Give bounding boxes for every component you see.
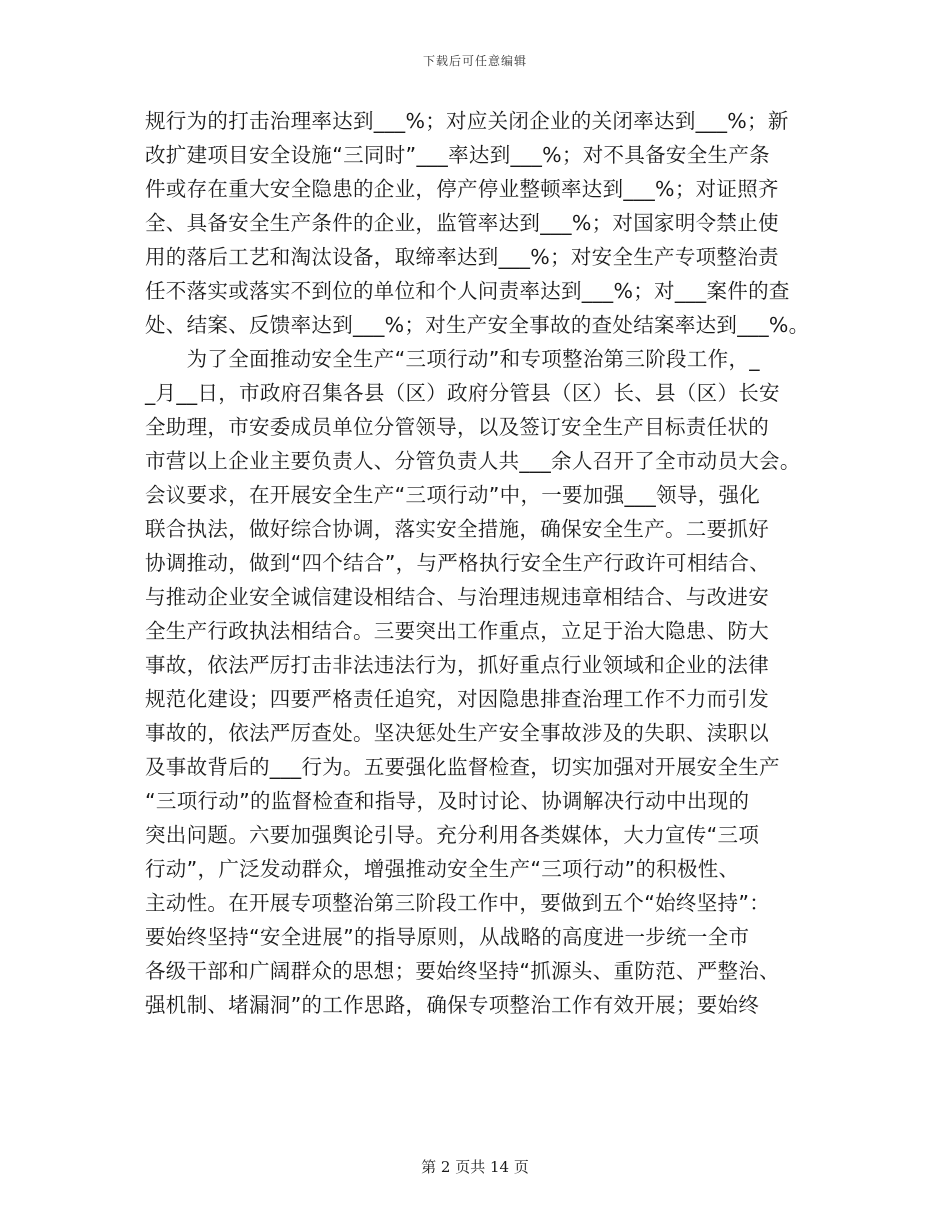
body-line: _月__日，市政府召集各县（区）政府分管县（区）长、县（区）长安	[145, 381, 780, 405]
body-line: 突出问题。六要加强舆论引导。充分利用各类媒体，大力宣传“三项	[145, 823, 760, 847]
body-line: 全生产行政执法相结合。三要突出工作重点，立足于治大隐患、防大	[145, 619, 769, 643]
body-line: 改扩建项目安全设施“三同时”___率达到___%；对不具备安全生产条	[145, 143, 770, 167]
body-line: 会议要求，在开展安全生产“三项行动”中，一要加强___领导，强化	[145, 483, 761, 507]
body-line: 行动”，广泛发动群众，增强推动安全生产“三项行动”的积极性、	[145, 857, 740, 881]
body-line: 为了全面推动安全生产“三项行动”和专项整治第三阶段工作，_	[145, 347, 760, 371]
page-header: 下载后可任意编辑	[422, 54, 527, 68]
body-line: 用的落后工艺和淘汰设备，取缔率达到___%；对安全生产专项整治责	[145, 245, 779, 269]
body-line: 事故，依法严厉打击非法违法行为，抓好重点行业领域和企业的法律	[145, 653, 769, 677]
body-line: 市营以上企业主要负责人、分管负责人共___余人召开了全市动员大会。	[145, 449, 801, 473]
body-line: 强机制、堵漏洞”的工作思路，确保专项整治工作有效开展；要始终	[145, 993, 760, 1017]
body-line: 件或存在重大安全隐患的企业，停产停业整顿率达到___%；对证照齐	[145, 177, 779, 201]
body-line: 与推动企业安全诚信建设相结合、与治理违规违章相结合、与改进安	[145, 585, 769, 609]
body-line: 主动性。在开展专项整治第三阶段工作中，要做到五个“始终坚持”：	[145, 891, 771, 915]
body-line: 要始终坚持“安全进展”的指导原则，从战略的高度进一步统一全市	[145, 925, 750, 949]
document-body	[145, 104, 810, 1022]
body-line: 任不落实或落实不到位的单位和个人问责率达到___%；对___案件的查	[145, 279, 790, 303]
body-line: 规范化建设；四要严格责任追究，对因隐患排查治理工作不力而引发	[145, 687, 769, 711]
body-line: 全助理，市安委成员单位分管领导，以及签订安全生产目标责任状的	[145, 415, 769, 439]
body-line: 规行为的打击治理率达到___%；对应关闭企业的关闭率达到___%；新	[145, 109, 789, 133]
body-line: 及事故背后的___行为。五要强化监督检查，切实加强对开展安全生产	[145, 755, 780, 779]
body-line: 全、具备安全生产条件的企业，监管率达到___%；对国家明令禁止使	[145, 211, 779, 235]
page-number-footer: 第 2 页共 14 页	[421, 1158, 529, 1176]
body-line: 联合执法，做好综合协调，落实安全措施，确保安全生产。二要抓好	[145, 517, 769, 541]
body-line: 处、结案、反馈率达到___%；对生产安全事故的查处结案率达到___%。	[145, 313, 810, 337]
body-line: 协调推动，做到“四个结合”，与严格执行安全生产行政许可相结合、	[145, 551, 771, 575]
body-line: 各级干部和广阔群众的思想；要始终坚持“抓源头、重防范、严整治、	[145, 959, 780, 983]
body-line: “三项行动”的监督检查和指导，及时讨论、协调解决行动中出现的	[145, 789, 750, 813]
body-line: 事故的，依法严厉查处。坚决惩处生产安全事故涉及的失职、渎职以	[145, 721, 769, 745]
